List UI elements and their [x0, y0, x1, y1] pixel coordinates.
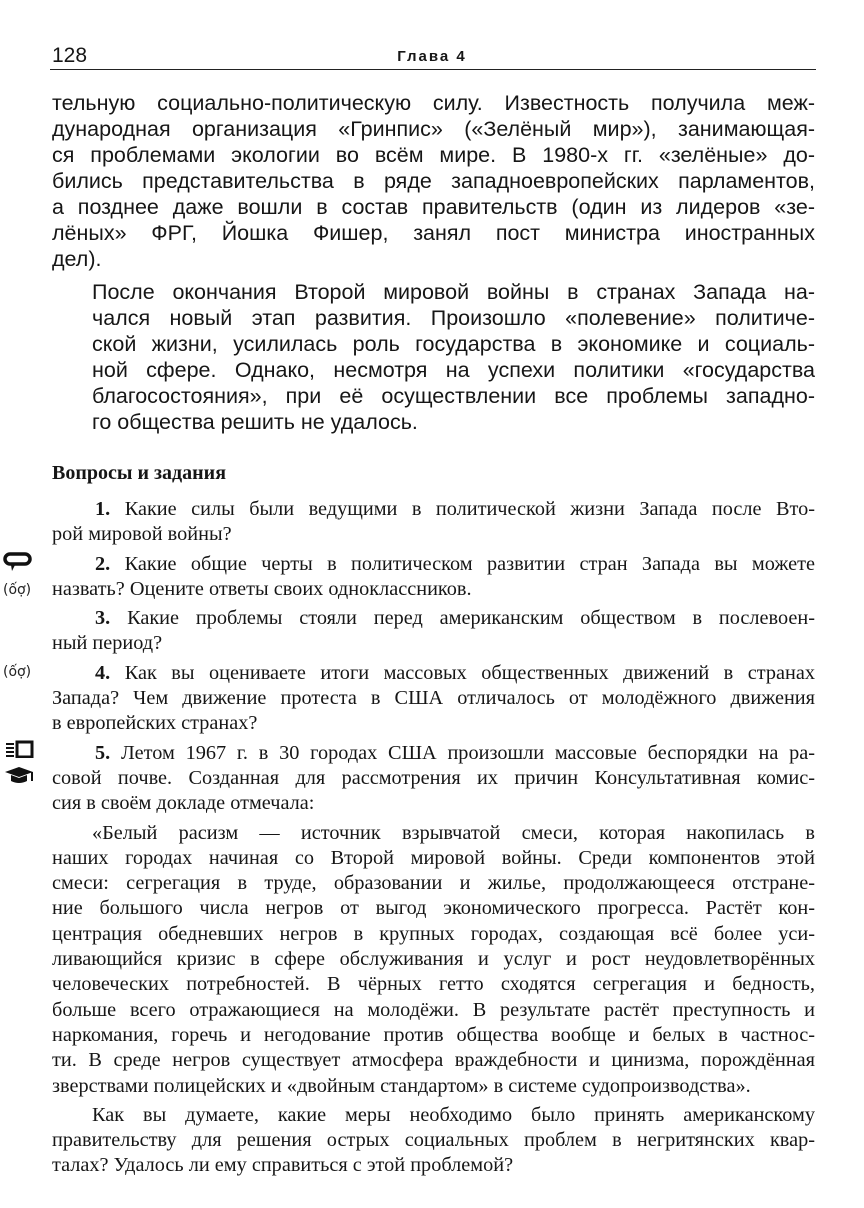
chapter-title: Глава 4 [397, 48, 467, 65]
question-number: 1. [95, 498, 111, 520]
paragraph-line: ся проблемами экологии во всём мире. В 1980-х гг. «зелёные» до- [52, 143, 815, 167]
document-source-icon [3, 740, 37, 758]
final-question-line: Как вы думаете, какие меры необходимо было принять американскому [92, 1103, 815, 1126]
summary-line: ной сфере. Однако, несмотря на успехи политики «государства [92, 358, 815, 382]
quote-line: человеческих потребностей. В чёрных гетто сходятся сегрегация и бедность, [52, 973, 815, 996]
question-number: 2. [95, 552, 111, 575]
quote-line: ливающийся кризис в сфере обслуживания и услуг и рост неудовлетворённых [52, 948, 815, 971]
paragraph-line: тельную социально-политическую силу. Известность получила меж- [52, 91, 815, 115]
question-item [52, 552, 815, 603]
question-text: Какие проблемы стояли перед американским обществом в послевоен- [127, 607, 815, 630]
group-work-icon [3, 578, 37, 600]
summary-line: ской жизни, усилилась роль государства в экономике и социаль- [92, 332, 815, 356]
question-text: Какие силы были ведущими в политической жизни Запада после Вто- [124, 498, 815, 520]
questions-heading: Вопросы и задания [52, 462, 227, 484]
final-question [52, 1103, 815, 1179]
page-number: 128 [52, 44, 88, 67]
question-line [52, 497, 815, 522]
question-item [52, 497, 815, 548]
summary-line: го общества решить не удалось. [92, 410, 418, 434]
question-item [52, 741, 815, 817]
summary-line: благосостояния», при её осуществлении все проблемы западно- [92, 384, 815, 408]
question-line: рой мировой войны? [52, 523, 232, 546]
quote-line: «Белый расизм — источник взрывчатой смеси, которая накопилась в [92, 821, 815, 844]
question-line: совой почве. Созданная для рассмотрения их причин Консультативная комис- [52, 766, 815, 789]
quote-line: наркомания, горечь и негодование против общества вообще и белых в частнос- [52, 1023, 815, 1046]
question-text: Какие общие черты в политическом развитии стран Запада вы можете [124, 552, 815, 575]
quote-line: больше всего отражающиеся на молодёжи. В результате растёт преступность и [52, 998, 815, 1021]
quote-line: зверствами полицейских и «двойным стандартом» в системе судопроизводства». [52, 1074, 751, 1097]
paragraph-line: бились представительства в ряде западноевропейских парламентов, [52, 169, 815, 193]
question-line [52, 606, 815, 631]
summary-line: После окончания Второй мировой войны в странах Запада на- [92, 280, 815, 304]
final-question-line: талах? Удалось ли ему справиться с этой проблемой? [52, 1154, 514, 1177]
svg-text:(ốợ): (ốợ) [3, 664, 32, 680]
question-number: 5. [95, 741, 111, 764]
question-line [52, 552, 815, 577]
question-item [52, 606, 815, 657]
paragraph-line: а позднее даже вошли в состав правительств (один из лидеров «зе- [52, 195, 815, 219]
summary-line: чался новый этап развития. Произошло «полевение» политиче- [92, 306, 815, 330]
question-text: Летом 1967 г. в 30 городах США произошли массовые беспорядки на ра- [121, 741, 815, 764]
paragraph-line: дел). [52, 247, 102, 271]
final-question-line: правительству для решения острых социальных проблем в негритянских квар- [52, 1129, 815, 1152]
quote-line: центрация обедневших негров в крупных городах, создающая всё более уси- [52, 922, 815, 945]
question-line: ный период? [52, 632, 163, 655]
chapter-summary [92, 279, 815, 435]
questions-list [52, 497, 815, 1179]
question-line: Запада? Чем движение протеста в США отличалось от молодёжного движения [52, 687, 815, 710]
question-number: 3. [95, 607, 111, 630]
paragraph-text [52, 90, 815, 272]
paragraph-line: дународная организация «Гринпис» («Зелёный мир»), занимающая- [52, 117, 815, 141]
header-rule [50, 69, 816, 70]
svg-text:(ốợ): (ốợ) [3, 582, 32, 598]
quote-line: ние большого числа негров от выгод экономического прогресса. Растёт кон- [52, 897, 815, 920]
speech-bubble-icon [3, 551, 33, 573]
question-text: Как вы оцениваете итоги массовых общественных движений в странах [124, 661, 815, 684]
graduation-cap-icon [3, 765, 37, 785]
question-line: в европейских странах? [52, 712, 258, 735]
question-line [52, 741, 815, 766]
quote-line: наших городах начиная со Второй мировой войны. Среди компонентов этой [52, 846, 815, 869]
quote-line: смеси: сегрегация в труде, образовании и жилье, продолжающееся отстране- [52, 872, 815, 895]
question-number: 4. [95, 661, 111, 684]
quote-line: ти. В среде негров существует атмосфера враждебности и цинизма, порождённая [52, 1049, 815, 1072]
group-work-icon [3, 660, 37, 682]
commission-quote [52, 821, 815, 1099]
question-item [52, 661, 815, 737]
question-line [52, 661, 815, 686]
question-line: назвать? Оцените ответы своих одноклассников. [52, 577, 472, 600]
question-line: сия в своём докладе отмечала: [52, 792, 315, 815]
paragraph-line: лёных» ФРГ, Йошка Фишер, занял пост министра иностранных [52, 221, 815, 245]
